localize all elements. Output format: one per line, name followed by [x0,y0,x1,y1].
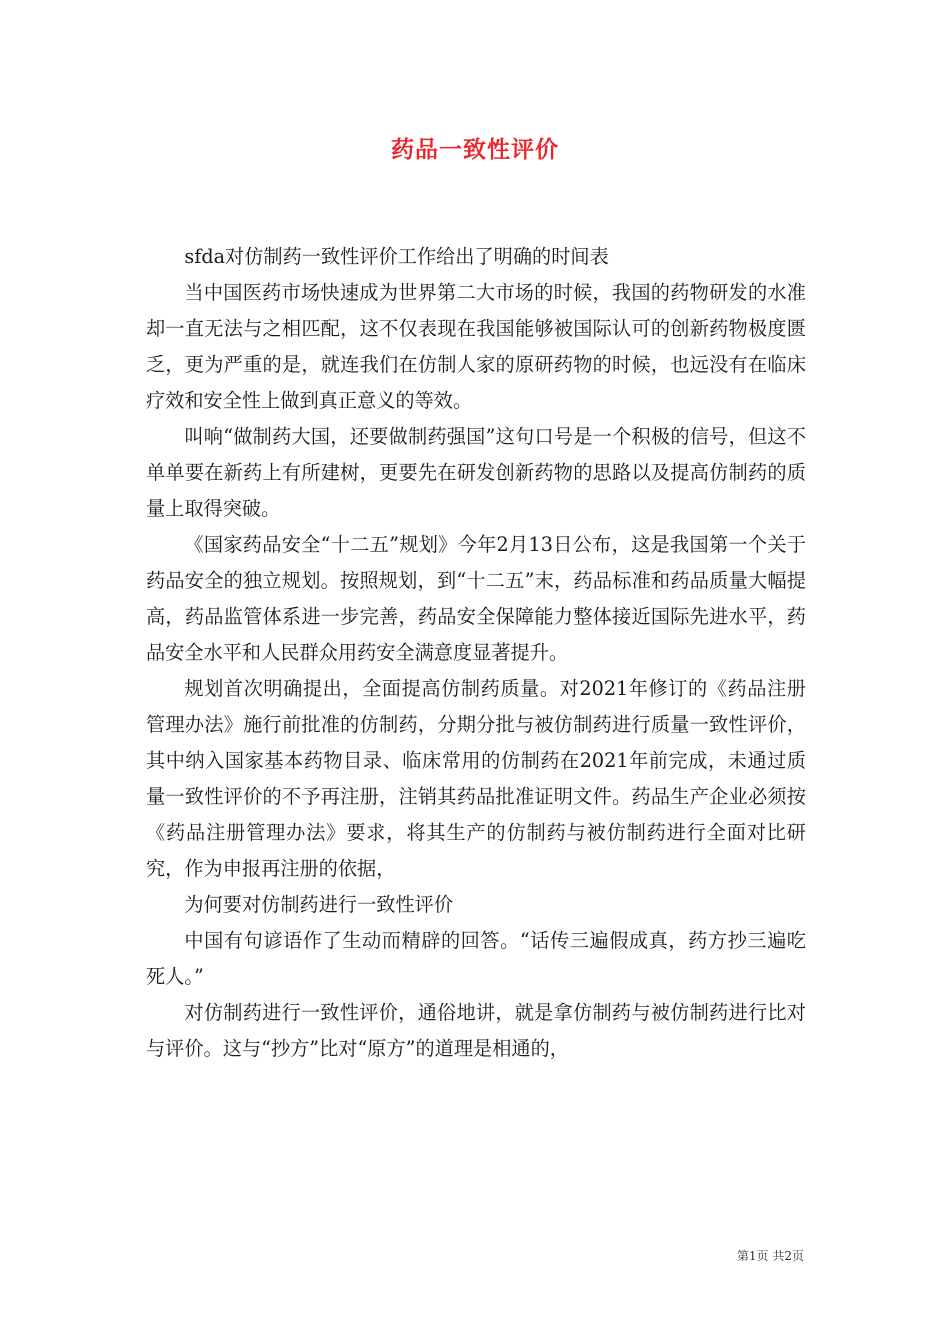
paragraph: 叫响“做制药大国，还要做制药强国”这句口号是一个积极的信号，但这不单单要在新药上有所建树，更要先在研发创新药物的思路以及提高仿制药的质量上取得突破。 [146,425,806,520]
paragraph: 《国家药品安全“十二五”规划》今年2月13日公布，这是我国第一个关于药品安全的独立规划。按照规划，到“十二五”末，药品标准和药品质量大幅提高，药品监管体系进一步完善，药品安全保障能力整体接近国际先进水平，药品安全水平和人民群众用药安全满意度显著提升。 [146,533,806,664]
page-title: 药品一致性评价 [391,136,559,163]
document-body [146,239,806,1067]
paragraph: 当中国医药市场快速成为世界第二大市场的时候，我国的药物研发的水准却一直无法与之相匹配，这不仅表现在我国能够被国际认可的创新药物极度匮乏，更为严重的是，就连我们在仿制人家的原研药物的时候，也远没有在临床疗效和安全性上做到真正意义的等效。 [146,281,806,412]
paragraph: 规划首次明确提出，全面提高仿制药质量。对2021年修订的《药品注册管理办法》施行前批准的仿制药，分期分批与被仿制药进行质量一致性评价，其中纳入国家基本药物目录、临床常用的仿制药在2021年前完成，未通过质量一致性评价的不予再注册，注销其药品批准证明文件。药品生产企业必须按《药品注册管理办法》要求，将其生产的仿制药与被仿制药进行全面对比研究，作为申报再注册的依据， [146,677,806,880]
paragraph-intro: sfda对仿制药一致性评价工作给出了明确的时间表 [184,245,609,268]
paragraph: 对仿制药进行一致性评价，通俗地讲，就是拿仿制药与被仿制药进行比对与评价。这与“抄方”比对“原方”的道理是相通的， [146,1001,806,1060]
page-number: 第1页 共2页 [736,1249,804,1263]
section-heading: 为何要对仿制药进行一致性评价 [184,893,454,916]
paragraph: 中国有句谚语作了生动而精辟的回答。“话传三遍假成真，药方抄三遍吃死人。” [146,929,806,988]
